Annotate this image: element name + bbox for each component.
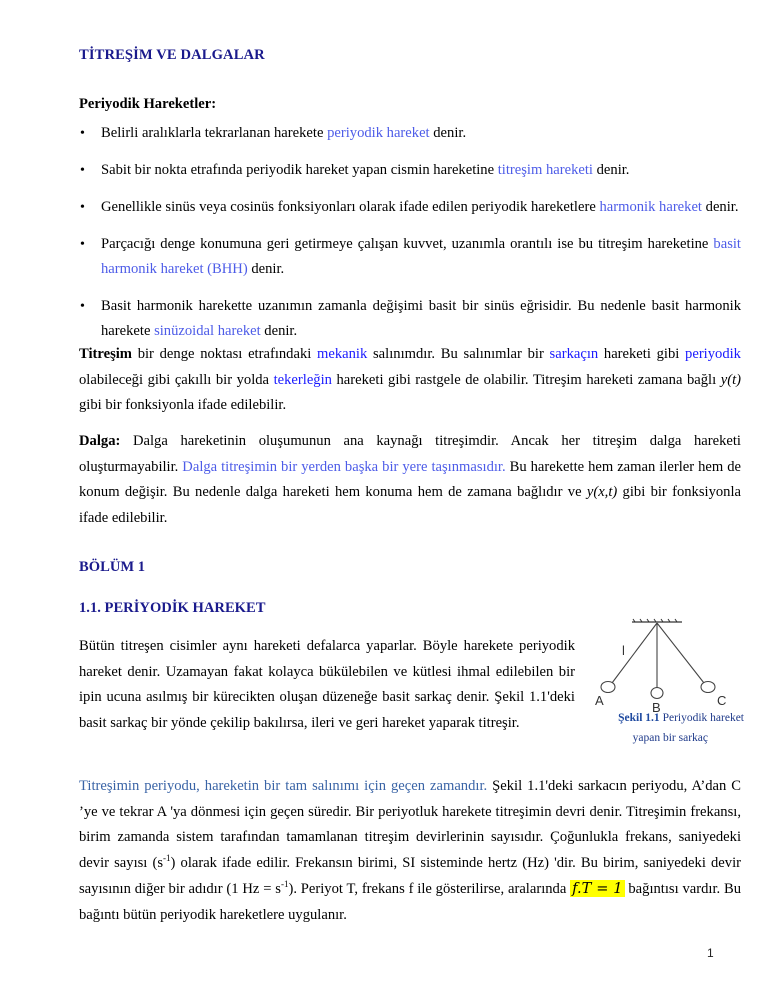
svg-text:A: A (595, 693, 604, 708)
svg-text:B: B (652, 700, 661, 715)
periodic-motion-paragraph: Bütün titreşen cisimler aynı hareketi defalarca yaparlar. Böyle harekete periyodik hareket denir. Uzamayan fakat kolayca bükülebilen ve kütlesi ihmal edilebilen bir ipin ucuna asılmış bir kürecikten oluşan düzeneğe basit sarkaç denir. Şekil 1.1'deki basit sarkaç bir yönde çekilip bakılırsa, ileri ve geri hareket yaparak titreşir. (79, 638, 575, 731)
term-sarkacin: sarkaçın (549, 346, 599, 362)
svg-text:l: l (622, 643, 625, 658)
period-frequency-paragraph: Titreşimin periyodu, hareketin bir tam salınımı için geçen zamandır. Şekil 1.1'deki sarkacın periyodu, A’dan C ’ye ve tekrar A 'ya dönmesi için geçen süredir. Bir periyotluk harekete titreşimin devri denir. Titreşimin frekansı, birim zamanda sistem tarafından tamamlanan titreşim devirlerinin sayısıdır. Çoğunlukla frekans, saniyedeki devir sayısı $(s^{-1})$ olarak ifade edilir. Frekansın birimi, SI sisteminde hertz (Hz) 'dir. Bu birim, saniyedeki devir sayısının diğer bir adıdır (1 $Hz = s^{-1}$). Periyot T, frekans f ile gösterilirse, aralarında f.T = 1 bağıntısı vardır. Bu bağıntı bütün periyodik hareketlere uygulanır. (79, 778, 742, 923)
list-item: • Parçacığı denge konumuna geri getirmeye çalışan kuvvet, uzanımla orantılı ise bu titreşim hareketine basit harmonik hareket (BHH) denir. (79, 232, 741, 282)
subsection-heading: 1.1. PERİYODİK HAREKET (79, 600, 266, 616)
pendulum-figure (592, 618, 732, 718)
term: sinüzoidal hareket (154, 323, 261, 339)
pendulum-diagram-icon (592, 618, 732, 718)
wave-definition: Dalga titreşimin bir yerden başka bir yere taşınmasıdır. (182, 458, 506, 475)
list-item: • Basit harmonik harekette uzanımın zamanla değişimi basit bir sinüs eğrisidir. Bu nedenle basit harmonik harekete sinüzoidal hareket denir. (79, 294, 741, 344)
term-tekerlegin: tekerleğin (273, 371, 332, 388)
term: titreşim hareketi (497, 162, 593, 178)
term-periyodik: periyodik (685, 346, 741, 362)
figure-caption: Şekil 1.1 Periyodik hareket yapan bir sarkaç (618, 712, 744, 744)
page-number: 1 (707, 946, 714, 960)
section-heading: BÖLÜM 1 (79, 559, 146, 575)
period-definition: Titreşimin periyodu, hareketin bir tam salınımı için geçen zamandır. (79, 778, 488, 794)
term: periyodik hareket (327, 125, 430, 141)
wave-paragraph: Dalga: Dalga hareketinin oluşumunun ana kaynağı titreşimdir. Ancak her titreşim dalga hareketi oluşturmayabilir. Dalga titreşimin bir yerden başka bir yere taşınmasıdır. Bu harekette hem zaman ilerler hem de konum değişir. Bu nedenle dalga hareketi hem konuma hem de zamana bağlıdır ve y(x,t) gibi bir fonksiyonla ifade edilebilir. (79, 433, 741, 526)
list-item: • Genellikle sinüs veya cosinüs fonksiyonları olarak ifade edilen periyodik hareketlere harmonik hareket denir. (79, 195, 741, 220)
list-item: • Sabit bir nokta etrafında periyodik hareket yapan cismin hareketine titreşim hareketi denir. (79, 158, 741, 183)
definitions-list (79, 121, 741, 356)
highlighted-formula: f.T = 1 (572, 880, 623, 897)
term: harmonik hareket (599, 199, 702, 215)
term: basit harmonik hareket (BHH) (101, 236, 741, 277)
svg-text:C: C (717, 693, 727, 708)
document-title: TİTREŞİM VE DALGALAR (79, 47, 265, 63)
subtitle-periodic-motions: Periyodik Hareketler: (79, 96, 217, 112)
term-mekanik: mekanik (317, 346, 368, 362)
vibration-paragraph: Titreşim bir denge noktası etrafındaki mekanik salınımdır. Bu salınımlar bir sarkaçın hareketi gibi periyodik olabileceği gibi çakıllı bir yolda tekerleğin hareketi gibi rastgele de olabilir. Titreşim hareketi zamana bağlı y(t) gibi bir fonksiyonla ifade edilebilir. (79, 346, 741, 413)
list-item: • Belirli aralıklarla tekrarlanan harekete periyodik hareket denir. (79, 121, 741, 146)
